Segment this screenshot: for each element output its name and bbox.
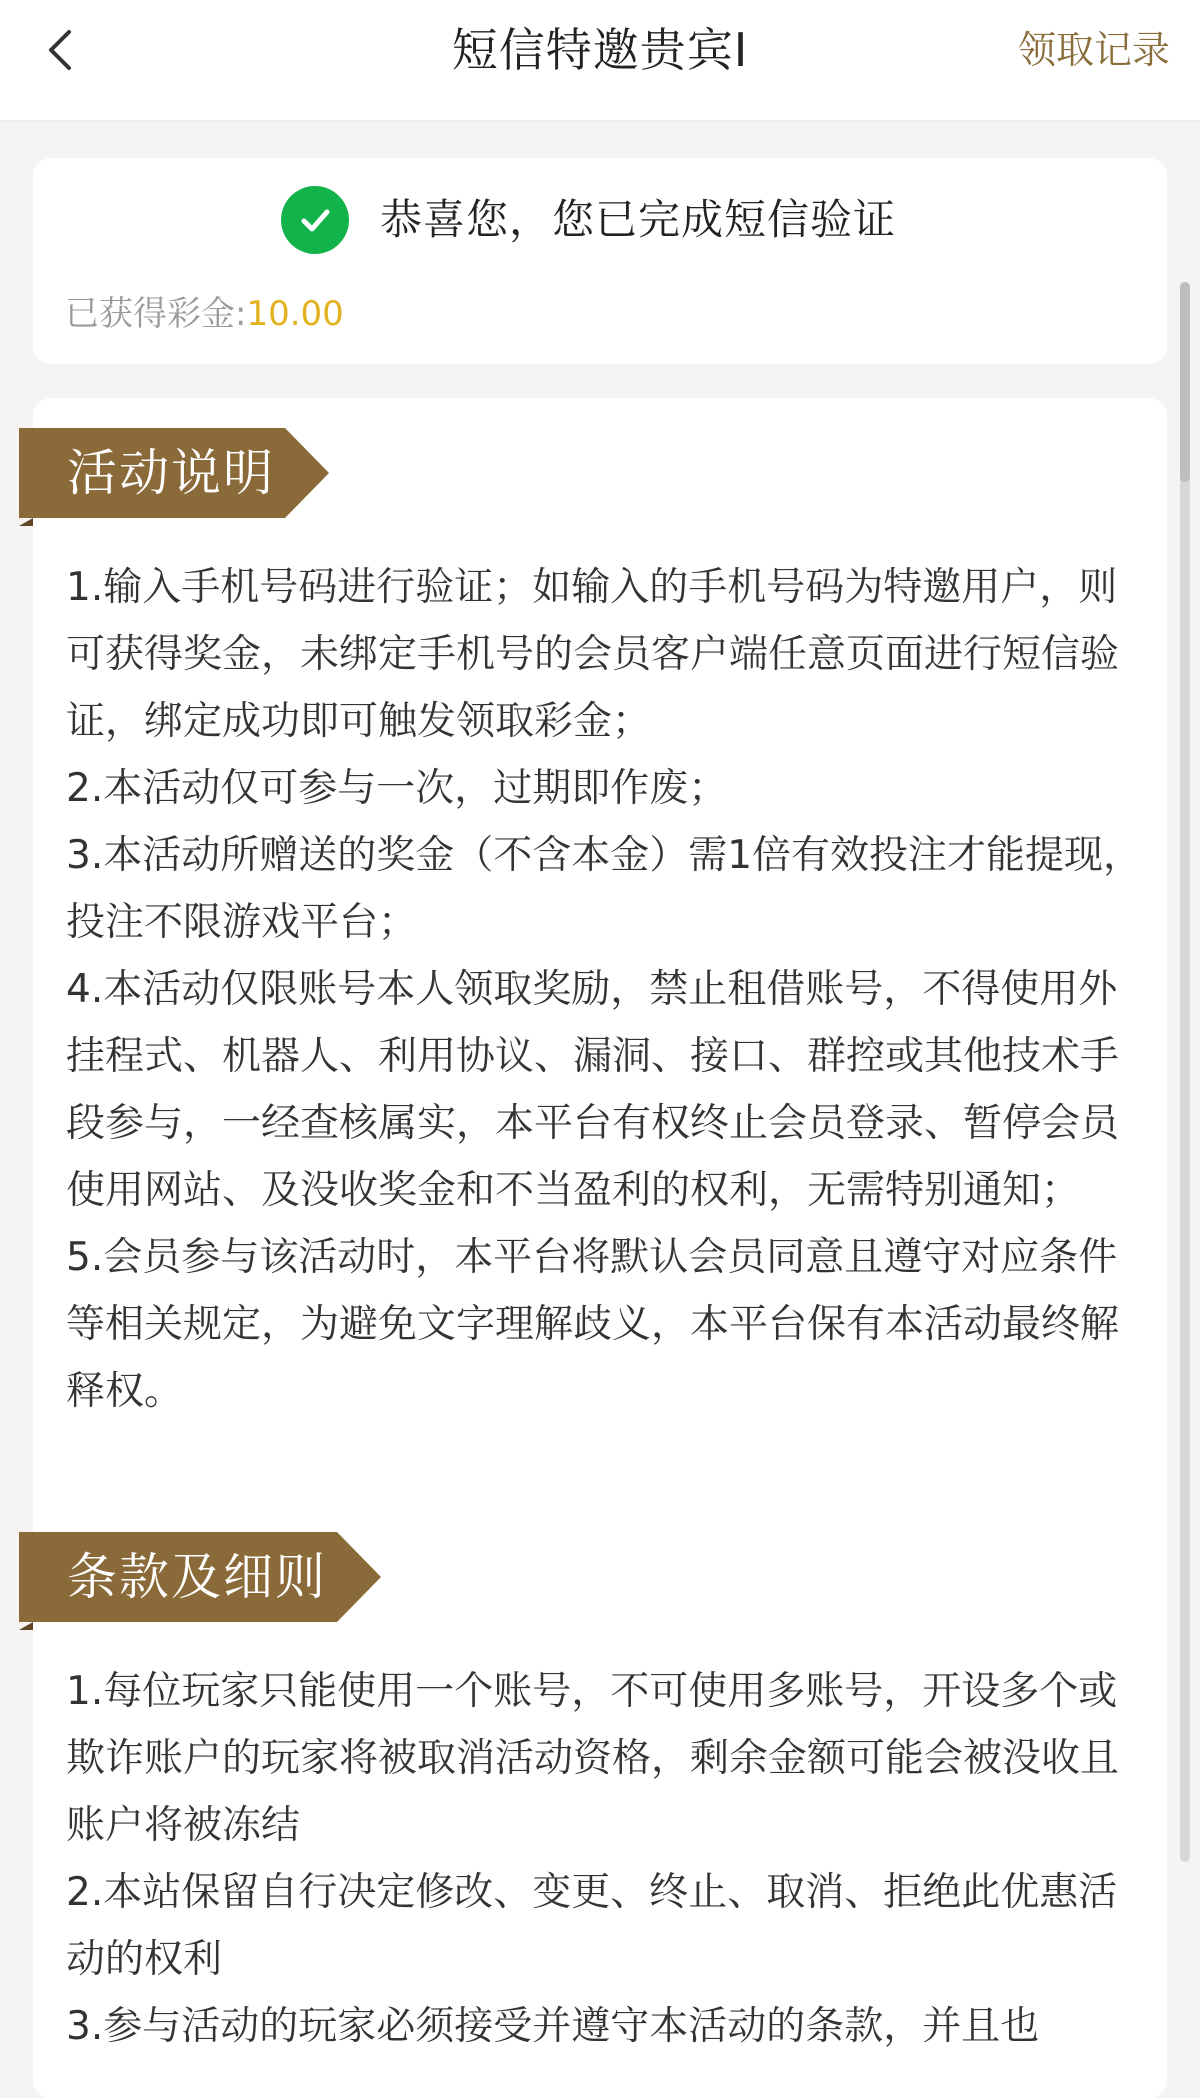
verification-card — [33, 158, 1167, 364]
terms-rules — [66, 1658, 1156, 2060]
rule-item: 3.参与活动的玩家必须接受并遵守本活动的条款，并且也 — [66, 2004, 1040, 2049]
scrollbar[interactable] — [1180, 282, 1190, 1862]
section-header-terms — [19, 1532, 381, 1630]
rule-item: 2.本活动仅可参与一次，过期即作废； — [66, 766, 728, 811]
rule-item: 4.本活动仅限账号本人领取奖励，禁止租借账号，不得使用外挂程式、机器人、利用协议、漏洞、接口、群控或其他技术手段参与，一经查核属实，本平台有权终止会员登录、暂停会员使用网站、及没收奖金和不当盈利的权利，无需特别通知； — [66, 967, 1120, 1213]
bonus-info — [65, 286, 344, 342]
bonus-label: 已获得彩金: — [65, 294, 247, 334]
top-bar — [0, 0, 1200, 122]
rule-item: 1.每位玩家只能使用一个账号，不可使用多账号，开设多个或欺诈账户的玩家将被取消活动资格，剩余金额可能会被没收且账户将被冻结 — [66, 1669, 1120, 1848]
section-title: 活动说明 — [67, 444, 275, 502]
bonus-amount: 10.00 — [246, 294, 344, 334]
rule-item: 2.本站保留自行决定修改、变更、终止、取消、拒绝此优惠活动的权利 — [66, 1870, 1118, 1982]
claim-record-link[interactable]: 领取记录 — [1017, 28, 1170, 72]
rule-item: 5.会员参与该活动时，本平台将默认会员同意且遵守对应条件等相关规定，为避免文字理解歧义，本平台保有本活动最终解释权。 — [66, 1235, 1120, 1414]
chevron-left-icon — [43, 28, 77, 72]
scrollbar-thumb[interactable] — [1180, 282, 1190, 482]
page-title: 短信特邀贵宾I — [451, 23, 749, 77]
rule-item: 3.本活动所赠送的奖金（不含本金）需1倍有效投注才能提现，投注不限游戏平台； — [66, 833, 1143, 945]
back-button[interactable] — [28, 18, 92, 82]
section-header-activity — [19, 428, 329, 526]
check-circle-icon — [281, 186, 349, 254]
section-title: 条款及细则 — [67, 1548, 327, 1606]
activity-rules — [66, 554, 1156, 1425]
rule-item: 1.输入手机号码进行验证；如输入的手机号码为特邀用户，则可获得奖金，未绑定手机号的会员客户端任意页面进行短信验证，绑定成功即可触发领取彩金； — [66, 565, 1120, 744]
rules-card — [33, 398, 1167, 2098]
verification-message: 恭喜您，您已完成短信验证 — [380, 195, 897, 244]
